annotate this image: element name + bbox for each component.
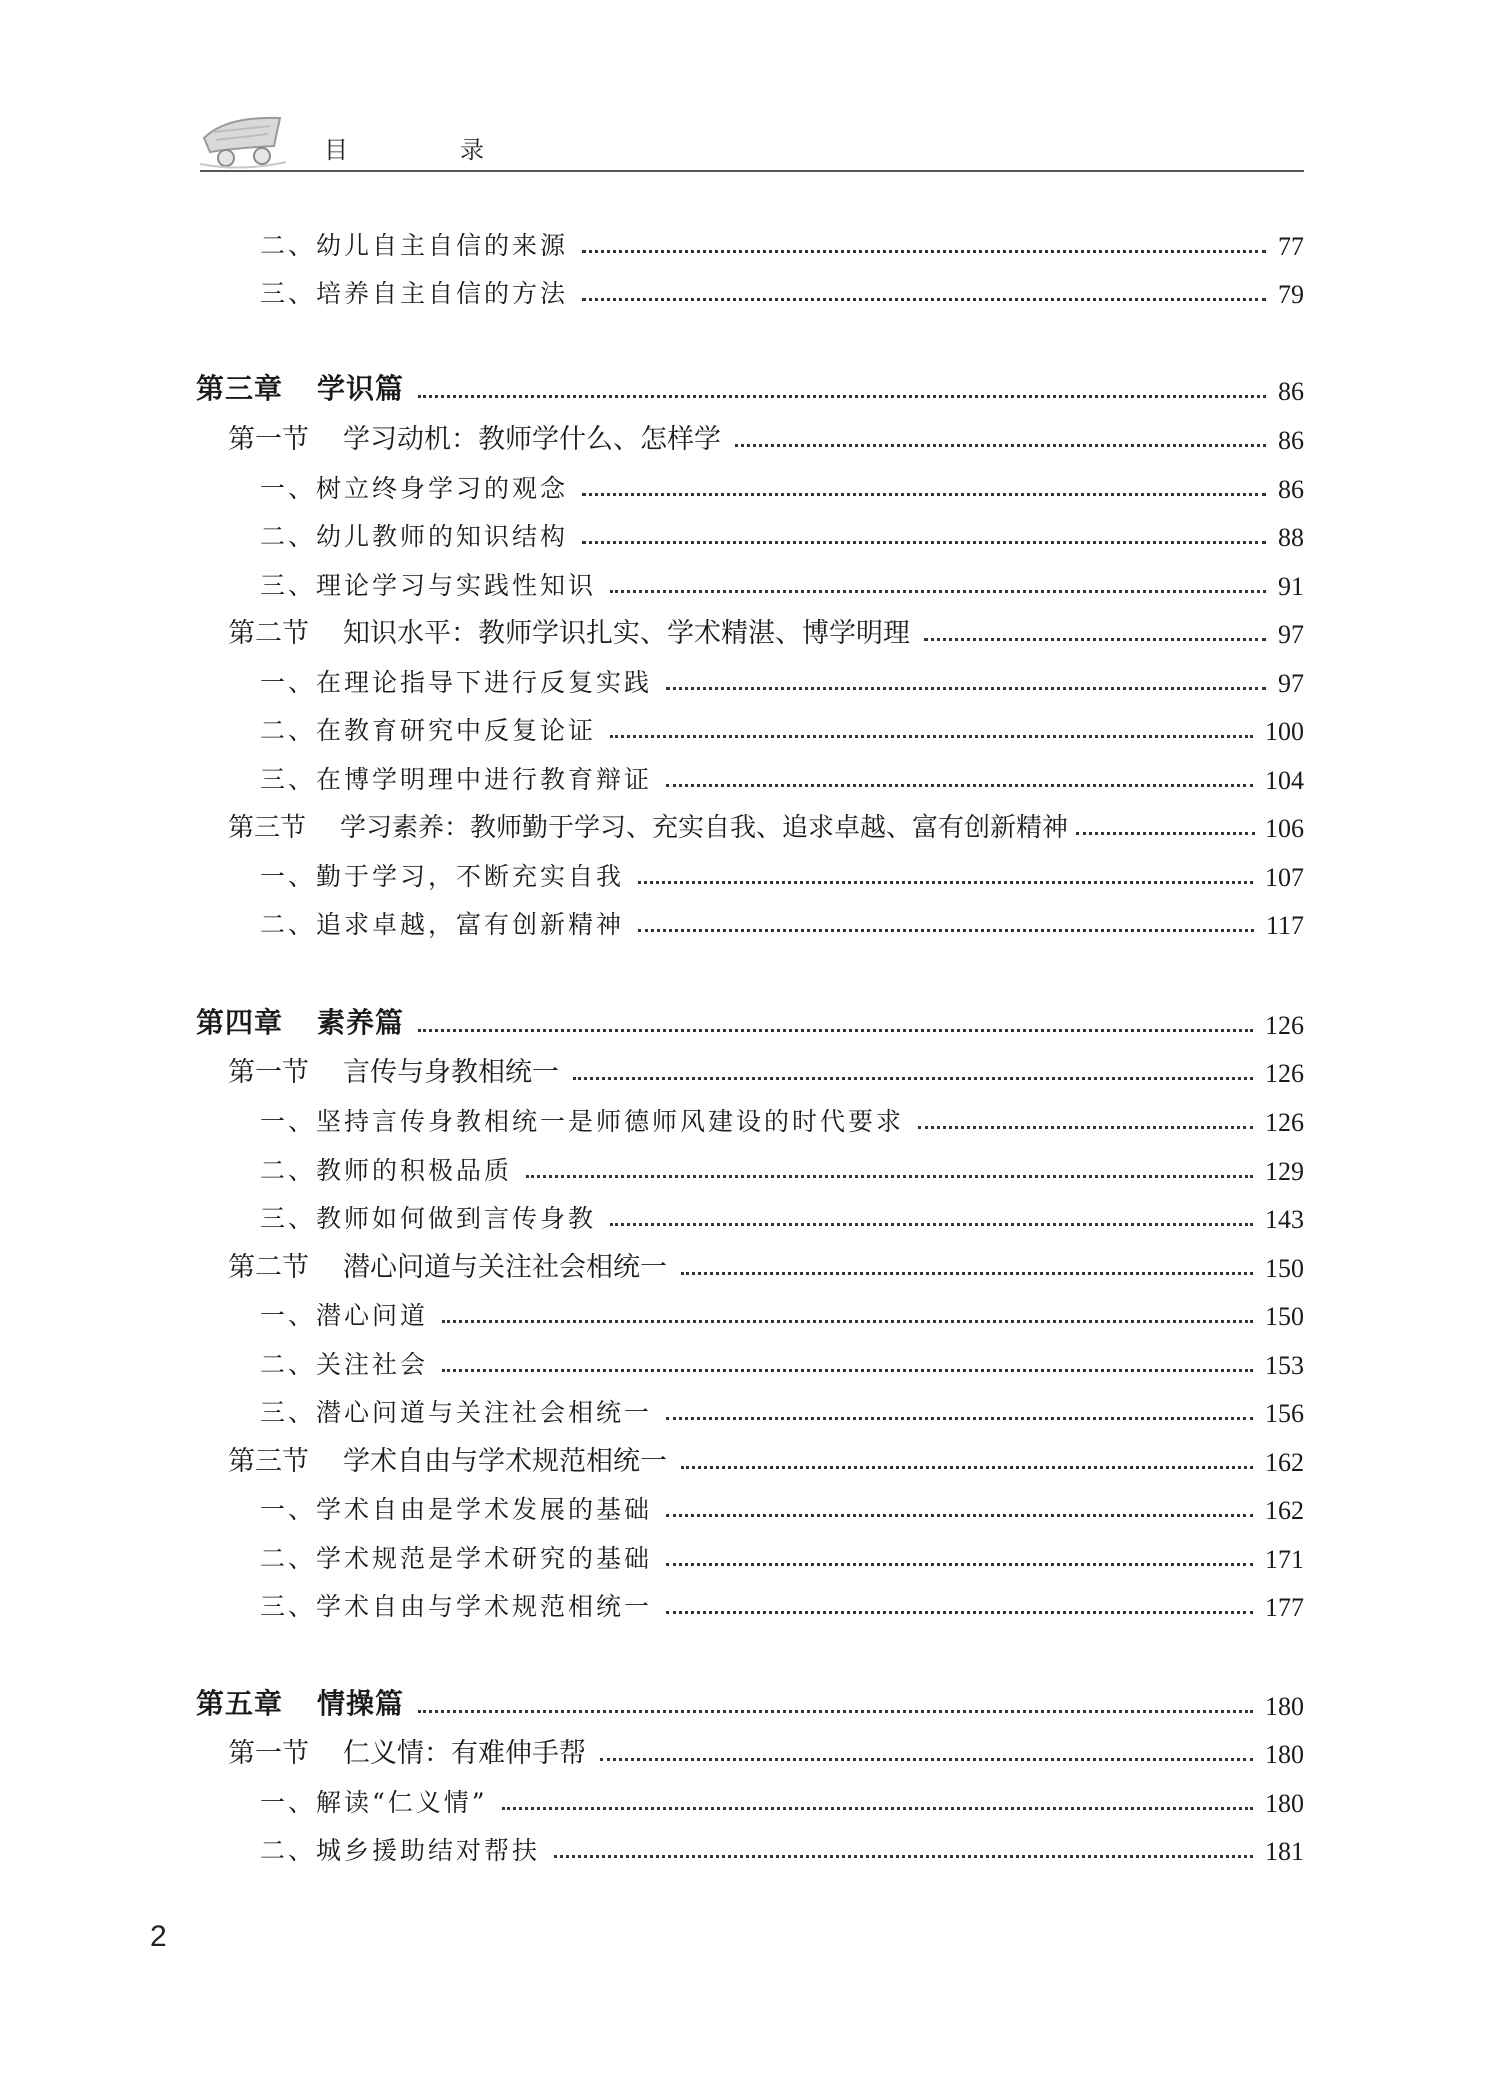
toc-entry[interactable]: 三、教师如何做到言传身教 143 — [260, 1204, 1304, 1234]
toc-entry[interactable]: 二、追求卓越，富有创新精神 117 — [260, 910, 1304, 940]
toc-entry[interactable]: 一、勤于学习，不断充实自我 107 — [260, 862, 1304, 892]
running-header — [196, 108, 1304, 174]
toc-entry[interactable]: 一、解读“仁义情” 180 — [260, 1788, 1304, 1818]
toc-entry[interactable]: 二、幼儿教师的知识结构 88 — [260, 522, 1304, 552]
header-title: 目 录 — [324, 136, 528, 164]
toc-section[interactable]: 第三节 学习素养：教师勤于学习、充实自我、追求卓越、富有创新精神 106 — [228, 813, 1304, 843]
toc-entry[interactable]: 一、学术自由是学术发展的基础 162 — [260, 1495, 1304, 1525]
toc-entry[interactable]: 三、培养自主自信的方法 79 — [260, 279, 1304, 309]
toc-chapter-4[interactable]: 第四章 素养篇 126 — [196, 1006, 1304, 1040]
toc-entry[interactable]: 一、潜心问道 150 — [260, 1301, 1304, 1331]
toc-entry[interactable]: 二、幼儿自主自信的来源 77 — [260, 231, 1304, 261]
toc-entry[interactable]: 二、在教育研究中反复论证 100 — [260, 716, 1304, 746]
toc-entry[interactable]: 三、学术自由与学术规范相统一 177 — [260, 1592, 1304, 1622]
toc-entry[interactable]: 二、关注社会 153 — [260, 1350, 1304, 1380]
toc-section[interactable]: 第一节 学习动机：教师学什么、怎样学 86 — [228, 424, 1304, 455]
toc-section[interactable]: 第一节 言传与身教相统一 126 — [228, 1057, 1304, 1088]
toc-section[interactable]: 第二节 知识水平：教师学识扎实、学术精湛、博学明理 97 — [228, 618, 1304, 649]
toc-chapter-3[interactable]: 第三章 学识篇 86 — [196, 372, 1304, 406]
toc-entry[interactable]: 三、潜心问道与关注社会相统一 156 — [260, 1398, 1304, 1428]
toc-entry[interactable]: 二、学术规范是学术研究的基础 171 — [260, 1544, 1304, 1574]
toc-entry[interactable]: 二、教师的积极品质 129 — [260, 1156, 1304, 1186]
cart-logo-icon — [196, 108, 288, 172]
toc-entry[interactable]: 一、坚持言传身教相统一是师德师风建设的时代要求 126 — [260, 1107, 1304, 1137]
toc-section[interactable]: 第二节 潜心问道与关注社会相统一 150 — [228, 1252, 1304, 1283]
toc-entry[interactable]: 二、城乡援助结对帮扶 181 — [260, 1836, 1304, 1866]
page-number: 2 — [150, 1920, 167, 1953]
header-rule — [200, 170, 1304, 172]
toc-entry[interactable]: 三、理论学习与实践性知识 91 — [260, 571, 1304, 601]
toc-entry[interactable]: 三、在博学明理中进行教育辩证 104 — [260, 765, 1304, 795]
toc-entry[interactable]: 一、在理论指导下进行反复实践 97 — [260, 668, 1304, 698]
toc-section[interactable]: 第一节 仁义情：有难伸手帮 180 — [228, 1738, 1304, 1769]
toc-section[interactable]: 第三节 学术自由与学术规范相统一 162 — [228, 1446, 1304, 1477]
toc-chapter-5[interactable]: 第五章 情操篇 180 — [196, 1687, 1304, 1721]
toc-entry[interactable]: 一、树立终身学习的观念 86 — [260, 474, 1304, 504]
